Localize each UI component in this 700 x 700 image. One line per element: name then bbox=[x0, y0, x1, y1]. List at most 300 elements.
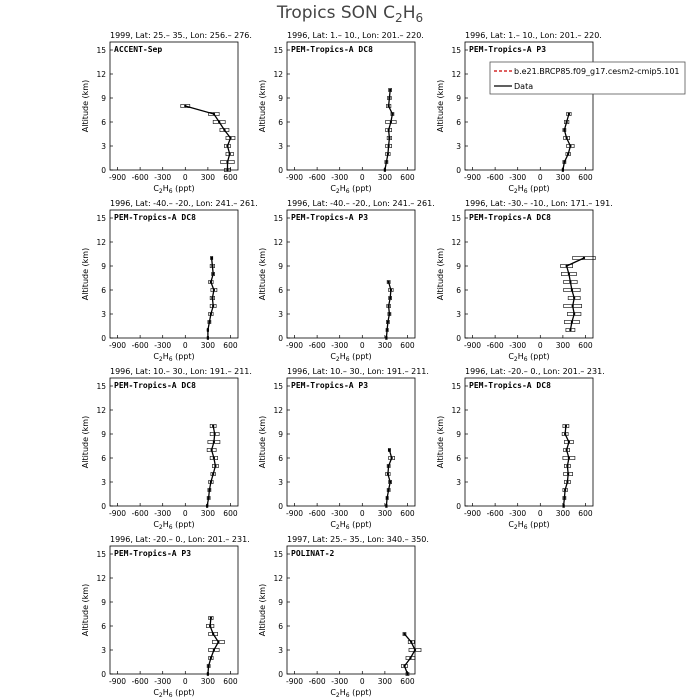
y-axis-label: Altitude (km) bbox=[258, 415, 267, 469]
data-series-line bbox=[405, 634, 416, 674]
data-point bbox=[387, 465, 389, 467]
y-tick-label: 6 bbox=[278, 622, 283, 631]
y-tick-label: 6 bbox=[101, 286, 106, 295]
y-tick-label: 0 bbox=[101, 166, 106, 175]
data-point bbox=[213, 113, 215, 115]
data-point bbox=[387, 129, 389, 131]
data-point bbox=[388, 137, 390, 139]
data-point bbox=[410, 641, 412, 643]
x-tick-label: 0 bbox=[359, 509, 365, 518]
panel-header: 1996, Lat: -30.– -10., Lon: 171.– 191. bbox=[465, 199, 613, 208]
y-tick-label: 3 bbox=[101, 310, 106, 319]
x-axis-label: $C_2H_6$ (ppt) bbox=[330, 352, 372, 363]
legend bbox=[490, 62, 685, 94]
data-point bbox=[209, 625, 211, 627]
data-point bbox=[217, 641, 219, 643]
data-point bbox=[214, 465, 216, 467]
panel-header: 1997, Lat: 25.– 35., Lon: 340.– 350. bbox=[287, 535, 429, 544]
panel-campaign-label: PEM-Tropics-A P3 bbox=[291, 213, 369, 222]
x-tick-label: -900 bbox=[286, 173, 304, 182]
data-point bbox=[211, 297, 213, 299]
data-point bbox=[567, 153, 569, 155]
panel-10 bbox=[81, 535, 250, 699]
y-tick-label: 12 bbox=[273, 406, 283, 415]
y-tick-label: 9 bbox=[101, 598, 106, 607]
y-tick-label: 9 bbox=[101, 262, 106, 271]
y-tick-label: 6 bbox=[278, 454, 283, 463]
panel-campaign-label: PEM-Tropics-A DC8 bbox=[469, 213, 551, 222]
y-axis-label: Altitude (km) bbox=[436, 415, 445, 469]
y-tick-label: 9 bbox=[278, 430, 283, 439]
y-tick-label: 0 bbox=[101, 670, 106, 679]
data-point bbox=[563, 497, 565, 499]
panel-frame bbox=[287, 42, 415, 170]
panel-header: 1996, Lat: -40.– -20., Lon: 241.– 261. bbox=[287, 199, 435, 208]
y-tick-label: 9 bbox=[278, 262, 283, 271]
y-tick-label: 9 bbox=[101, 94, 106, 103]
data-point bbox=[403, 633, 405, 635]
data-point bbox=[403, 665, 405, 667]
panel-header: 1996, Lat: -20.– 0., Lon: 201.– 231. bbox=[465, 367, 605, 376]
x-tick-label: -600 bbox=[308, 173, 326, 182]
data-point bbox=[391, 113, 393, 115]
data-point bbox=[386, 497, 388, 499]
y-tick-label: 12 bbox=[451, 70, 461, 79]
data-point bbox=[571, 321, 573, 323]
y-tick-label: 3 bbox=[278, 478, 283, 487]
y-axis-label: Altitude (km) bbox=[81, 247, 90, 301]
x-tick-label: -900 bbox=[109, 173, 127, 182]
y-axis-label: Altitude (km) bbox=[258, 79, 267, 133]
x-tick-label: -300 bbox=[331, 509, 349, 518]
data-point bbox=[566, 465, 568, 467]
x-tick-label: 0 bbox=[182, 509, 188, 518]
x-tick-label: 600 bbox=[223, 509, 238, 518]
panel-header: 1999, Lat: 25.– 35., Lon: 256.– 276. bbox=[110, 31, 252, 40]
data-point bbox=[387, 489, 389, 491]
y-tick-label: 9 bbox=[101, 430, 106, 439]
data-point bbox=[568, 457, 570, 459]
x-tick-label: 300 bbox=[200, 341, 216, 350]
data-point bbox=[212, 425, 214, 427]
x-tick-label: -300 bbox=[331, 677, 349, 686]
panel-frame bbox=[465, 210, 593, 338]
data-series-line bbox=[567, 258, 584, 330]
data-point bbox=[387, 305, 389, 307]
panel-campaign-label: PEM-Tropics-A P3 bbox=[291, 381, 369, 390]
y-tick-label: 3 bbox=[456, 478, 461, 487]
data-point bbox=[387, 105, 389, 107]
data-point bbox=[565, 121, 567, 123]
data-point bbox=[573, 297, 575, 299]
panel-8 bbox=[258, 367, 429, 531]
data-point bbox=[207, 329, 209, 331]
figure-title bbox=[276, 3, 423, 25]
y-tick-label: 15 bbox=[96, 46, 106, 55]
y-tick-label: 3 bbox=[278, 142, 283, 151]
data-point bbox=[388, 449, 390, 451]
x-axis-label: $C_2H_6$ (ppt) bbox=[508, 520, 550, 531]
panel-campaign-label: PEM-Tropics-A P3 bbox=[469, 45, 547, 54]
x-tick-label: 600 bbox=[578, 341, 593, 350]
x-tick-label: -600 bbox=[308, 677, 326, 686]
data-point bbox=[210, 281, 212, 283]
x-tick-label: -900 bbox=[109, 509, 127, 518]
data-point bbox=[207, 673, 209, 675]
x-tick-label: -300 bbox=[509, 173, 527, 182]
data-point bbox=[207, 337, 209, 339]
data-point bbox=[213, 289, 215, 291]
data-point bbox=[213, 441, 215, 443]
panel-frame bbox=[465, 378, 593, 506]
x-axis-label: $C_2H_6$ (ppt) bbox=[330, 184, 372, 195]
panel-6 bbox=[436, 199, 613, 363]
data-point bbox=[226, 161, 228, 163]
x-tick-label: -900 bbox=[109, 341, 127, 350]
y-tick-label: 0 bbox=[278, 334, 283, 343]
panel-frame bbox=[287, 210, 415, 338]
x-axis-label: $C_2H_6$ (ppt) bbox=[153, 184, 195, 195]
y-tick-label: 6 bbox=[278, 118, 283, 127]
data-point bbox=[568, 273, 570, 275]
y-tick-label: 3 bbox=[278, 646, 283, 655]
panel-campaign-label: PEM-Tropics-A DC8 bbox=[291, 45, 373, 54]
x-tick-label: 300 bbox=[555, 509, 571, 518]
data-point bbox=[210, 657, 212, 659]
data-series-line bbox=[207, 426, 215, 506]
data-point bbox=[210, 449, 212, 451]
panel-11 bbox=[258, 535, 429, 699]
data-point bbox=[565, 137, 567, 139]
data-point bbox=[206, 505, 208, 507]
data-point bbox=[390, 121, 392, 123]
data-point bbox=[213, 649, 215, 651]
y-tick-label: 9 bbox=[456, 262, 461, 271]
x-tick-label: 300 bbox=[555, 341, 571, 350]
data-point bbox=[390, 457, 392, 459]
x-tick-label: 300 bbox=[377, 173, 393, 182]
panel-campaign-label: PEM-Tropics-A DC8 bbox=[469, 381, 551, 390]
data-point bbox=[208, 321, 210, 323]
y-tick-label: 6 bbox=[456, 286, 461, 295]
x-tick-label: 0 bbox=[537, 341, 543, 350]
panel-5 bbox=[258, 199, 435, 363]
x-axis-label: $C_2H_6$ (ppt) bbox=[508, 184, 550, 195]
data-point bbox=[210, 617, 212, 619]
y-tick-label: 15 bbox=[273, 214, 283, 223]
data-point bbox=[212, 305, 214, 307]
data-point bbox=[226, 145, 228, 147]
x-tick-label: 600 bbox=[578, 173, 593, 182]
data-point bbox=[562, 169, 564, 171]
y-tick-label: 15 bbox=[451, 214, 461, 223]
data-point bbox=[212, 273, 214, 275]
panel-9 bbox=[436, 367, 605, 531]
y-tick-label: 0 bbox=[101, 334, 106, 343]
x-tick-label: 0 bbox=[359, 677, 365, 686]
x-tick-label: -300 bbox=[331, 173, 349, 182]
y-axis-label: Altitude (km) bbox=[81, 583, 90, 637]
y-tick-label: 0 bbox=[278, 166, 283, 175]
y-tick-label: 0 bbox=[278, 670, 283, 679]
data-point bbox=[184, 105, 186, 107]
x-tick-label: -900 bbox=[286, 509, 304, 518]
x-tick-label: -900 bbox=[286, 677, 304, 686]
x-tick-label: -300 bbox=[154, 341, 172, 350]
x-tick-label: -300 bbox=[509, 341, 527, 350]
x-tick-label: -600 bbox=[486, 173, 504, 182]
figure-title-sub: 2 bbox=[395, 11, 403, 25]
data-point bbox=[569, 281, 571, 283]
data-point bbox=[563, 161, 565, 163]
data-point bbox=[569, 329, 571, 331]
y-tick-label: 6 bbox=[101, 622, 106, 631]
data-point bbox=[385, 505, 387, 507]
x-tick-label: -600 bbox=[131, 341, 149, 350]
data-point bbox=[207, 497, 209, 499]
panel-frame bbox=[110, 42, 238, 170]
x-tick-label: 0 bbox=[182, 173, 188, 182]
x-tick-label: 600 bbox=[400, 677, 415, 686]
y-tick-label: 6 bbox=[456, 454, 461, 463]
y-tick-label: 12 bbox=[273, 574, 283, 583]
x-axis-label: $C_2H_6$ (ppt) bbox=[330, 520, 372, 531]
y-axis-label: Altitude (km) bbox=[81, 79, 90, 133]
panel-header: 1996, Lat: 10.– 30., Lon: 191.– 211. bbox=[287, 367, 429, 376]
y-tick-label: 0 bbox=[456, 334, 461, 343]
data-point bbox=[566, 481, 568, 483]
panel-1 bbox=[81, 31, 252, 195]
data-point bbox=[388, 313, 390, 315]
data-point bbox=[387, 153, 389, 155]
data-point bbox=[387, 473, 389, 475]
x-tick-label: -600 bbox=[308, 341, 326, 350]
y-tick-label: 15 bbox=[96, 382, 106, 391]
panel-2 bbox=[258, 31, 424, 195]
data-point bbox=[389, 481, 391, 483]
y-tick-label: 15 bbox=[96, 214, 106, 223]
figure-title-main: Tropics SON C bbox=[276, 3, 396, 23]
x-tick-label: 600 bbox=[223, 341, 238, 350]
y-axis-label: Altitude (km) bbox=[258, 583, 267, 637]
figure-title-sub2: 6 bbox=[415, 11, 424, 25]
panel-3 bbox=[436, 31, 602, 195]
data-point bbox=[386, 329, 388, 331]
data-point bbox=[568, 441, 570, 443]
y-tick-label: 0 bbox=[101, 502, 106, 511]
panel-frame bbox=[110, 378, 238, 506]
x-tick-label: -600 bbox=[131, 173, 149, 182]
panel-header: 1996, Lat: -40.– -20., Lon: 241.– 261. bbox=[110, 199, 258, 208]
x-tick-label: -600 bbox=[308, 509, 326, 518]
data-point bbox=[564, 433, 566, 435]
y-tick-label: 3 bbox=[101, 646, 106, 655]
panel-frame bbox=[287, 378, 415, 506]
data-point bbox=[385, 161, 387, 163]
panel-campaign-label: POLINAT-2 bbox=[291, 549, 335, 558]
panel-campaign-label: PEM-Tropics-A DC8 bbox=[114, 381, 196, 390]
y-tick-label: 12 bbox=[96, 574, 106, 583]
x-tick-label: -600 bbox=[131, 677, 149, 686]
panel-frame bbox=[110, 210, 238, 338]
y-tick-label: 15 bbox=[273, 382, 283, 391]
x-tick-label: 0 bbox=[182, 677, 188, 686]
data-point bbox=[388, 97, 390, 99]
data-point bbox=[569, 145, 571, 147]
data-point bbox=[568, 113, 570, 115]
panels-group bbox=[81, 31, 613, 699]
data-point bbox=[387, 281, 389, 283]
data-point bbox=[389, 89, 391, 91]
data-point bbox=[409, 657, 411, 659]
x-tick-label: 0 bbox=[359, 341, 365, 350]
y-tick-label: 9 bbox=[278, 598, 283, 607]
data-point bbox=[210, 257, 212, 259]
data-point bbox=[218, 121, 220, 123]
data-point bbox=[207, 665, 209, 667]
y-tick-label: 3 bbox=[278, 310, 283, 319]
x-tick-label: -300 bbox=[154, 677, 172, 686]
panel-campaign-label: PEM-Tropics-A DC8 bbox=[114, 213, 196, 222]
data-point bbox=[573, 313, 575, 315]
figure-title-tail: H bbox=[402, 3, 416, 23]
y-tick-label: 9 bbox=[456, 430, 461, 439]
y-tick-label: 15 bbox=[273, 550, 283, 559]
x-tick-label: -900 bbox=[286, 341, 304, 350]
y-tick-label: 12 bbox=[96, 70, 106, 79]
y-axis-label: Altitude (km) bbox=[436, 79, 445, 133]
y-tick-label: 12 bbox=[451, 238, 461, 247]
data-point bbox=[213, 457, 215, 459]
data-point bbox=[208, 489, 210, 491]
panel-header: 1996, Lat: 10.– 30., Lon: 191.– 211. bbox=[110, 367, 252, 376]
data-point bbox=[229, 137, 231, 139]
x-tick-label: -600 bbox=[486, 341, 504, 350]
x-axis-label: $C_2H_6$ (ppt) bbox=[153, 688, 195, 699]
data-point bbox=[384, 169, 386, 171]
data-point bbox=[565, 425, 567, 427]
data-point bbox=[212, 473, 214, 475]
y-axis-label: Altitude (km) bbox=[436, 247, 445, 301]
y-tick-label: 12 bbox=[273, 70, 283, 79]
panel-4 bbox=[81, 199, 258, 363]
y-tick-label: 15 bbox=[451, 46, 461, 55]
panel-frame bbox=[110, 546, 238, 674]
y-tick-label: 6 bbox=[456, 118, 461, 127]
legend-model-label: b.e21.BRCP85.f09_g17.cesm2-cmip5.101 bbox=[514, 67, 680, 76]
x-axis-label: $C_2H_6$ (ppt) bbox=[153, 352, 195, 363]
data-point bbox=[387, 145, 389, 147]
data-point bbox=[229, 153, 231, 155]
x-tick-label: 0 bbox=[182, 341, 188, 350]
panel-header: 1996, Lat: 1.– 10., Lon: 201.– 220. bbox=[287, 31, 424, 40]
y-tick-label: 3 bbox=[456, 310, 461, 319]
panel-campaign-label: ACCENT-Sep bbox=[114, 45, 163, 54]
x-tick-label: -300 bbox=[154, 173, 172, 182]
data-point bbox=[414, 649, 416, 651]
x-tick-label: 300 bbox=[200, 509, 216, 518]
data-point bbox=[210, 313, 212, 315]
x-tick-label: -900 bbox=[464, 341, 482, 350]
data-point bbox=[210, 481, 212, 483]
x-tick-label: 600 bbox=[400, 173, 415, 182]
x-axis-label: $C_2H_6$ (ppt) bbox=[508, 352, 550, 363]
x-axis-label: $C_2H_6$ (ppt) bbox=[330, 688, 372, 699]
data-point bbox=[583, 257, 585, 259]
y-tick-label: 3 bbox=[101, 142, 106, 151]
x-tick-label: 600 bbox=[578, 509, 593, 518]
y-tick-label: 3 bbox=[101, 478, 106, 487]
y-tick-label: 0 bbox=[456, 502, 461, 511]
x-axis-label: $C_2H_6$ (ppt) bbox=[153, 520, 195, 531]
data-point bbox=[565, 449, 567, 451]
data-point bbox=[406, 673, 408, 675]
data-point bbox=[567, 473, 569, 475]
y-tick-label: 6 bbox=[101, 118, 106, 127]
y-tick-label: 9 bbox=[456, 94, 461, 103]
panel-frame bbox=[465, 42, 593, 170]
x-tick-label: -900 bbox=[464, 173, 482, 182]
y-tick-label: 12 bbox=[273, 238, 283, 247]
y-tick-label: 15 bbox=[451, 382, 461, 391]
x-tick-label: 300 bbox=[555, 173, 571, 182]
x-tick-label: 0 bbox=[537, 173, 543, 182]
x-tick-label: -600 bbox=[131, 509, 149, 518]
data-point bbox=[571, 305, 573, 307]
y-tick-label: 12 bbox=[451, 406, 461, 415]
data-point bbox=[571, 289, 573, 291]
x-tick-label: 600 bbox=[223, 677, 238, 686]
x-tick-label: -600 bbox=[486, 509, 504, 518]
data-point bbox=[387, 321, 389, 323]
y-tick-label: 12 bbox=[96, 406, 106, 415]
x-tick-label: 600 bbox=[400, 509, 415, 518]
x-tick-label: -300 bbox=[509, 509, 527, 518]
data-point bbox=[213, 433, 215, 435]
x-tick-label: -900 bbox=[464, 509, 482, 518]
x-tick-label: 0 bbox=[359, 173, 365, 182]
y-tick-label: 6 bbox=[101, 454, 106, 463]
data-point bbox=[226, 169, 228, 171]
x-tick-label: 300 bbox=[200, 677, 216, 686]
x-tick-label: 300 bbox=[377, 509, 393, 518]
y-tick-label: 9 bbox=[278, 94, 283, 103]
data-point bbox=[564, 489, 566, 491]
panel-campaign-label: PEM-Tropics-A P3 bbox=[114, 549, 192, 558]
x-tick-label: 600 bbox=[400, 341, 415, 350]
x-tick-label: -300 bbox=[331, 341, 349, 350]
x-tick-label: 300 bbox=[200, 173, 216, 182]
data-point bbox=[563, 129, 565, 131]
y-tick-label: 15 bbox=[273, 46, 283, 55]
legend-data-label: Data bbox=[514, 82, 534, 91]
data-point bbox=[223, 129, 225, 131]
x-tick-label: 0 bbox=[537, 509, 543, 518]
data-point bbox=[565, 265, 567, 267]
panel-frame bbox=[287, 546, 415, 674]
x-tick-label: 300 bbox=[377, 341, 393, 350]
data-point bbox=[389, 297, 391, 299]
y-axis-label: Altitude (km) bbox=[258, 247, 267, 301]
y-tick-label: 6 bbox=[278, 286, 283, 295]
data-point bbox=[562, 505, 564, 507]
x-tick-label: 600 bbox=[223, 173, 238, 182]
y-tick-label: 3 bbox=[456, 142, 461, 151]
y-tick-label: 0 bbox=[456, 166, 461, 175]
panel-header: 1996, Lat: -20.– 0., Lon: 201.– 231. bbox=[110, 535, 250, 544]
x-tick-label: -300 bbox=[154, 509, 172, 518]
data-point bbox=[211, 265, 213, 267]
